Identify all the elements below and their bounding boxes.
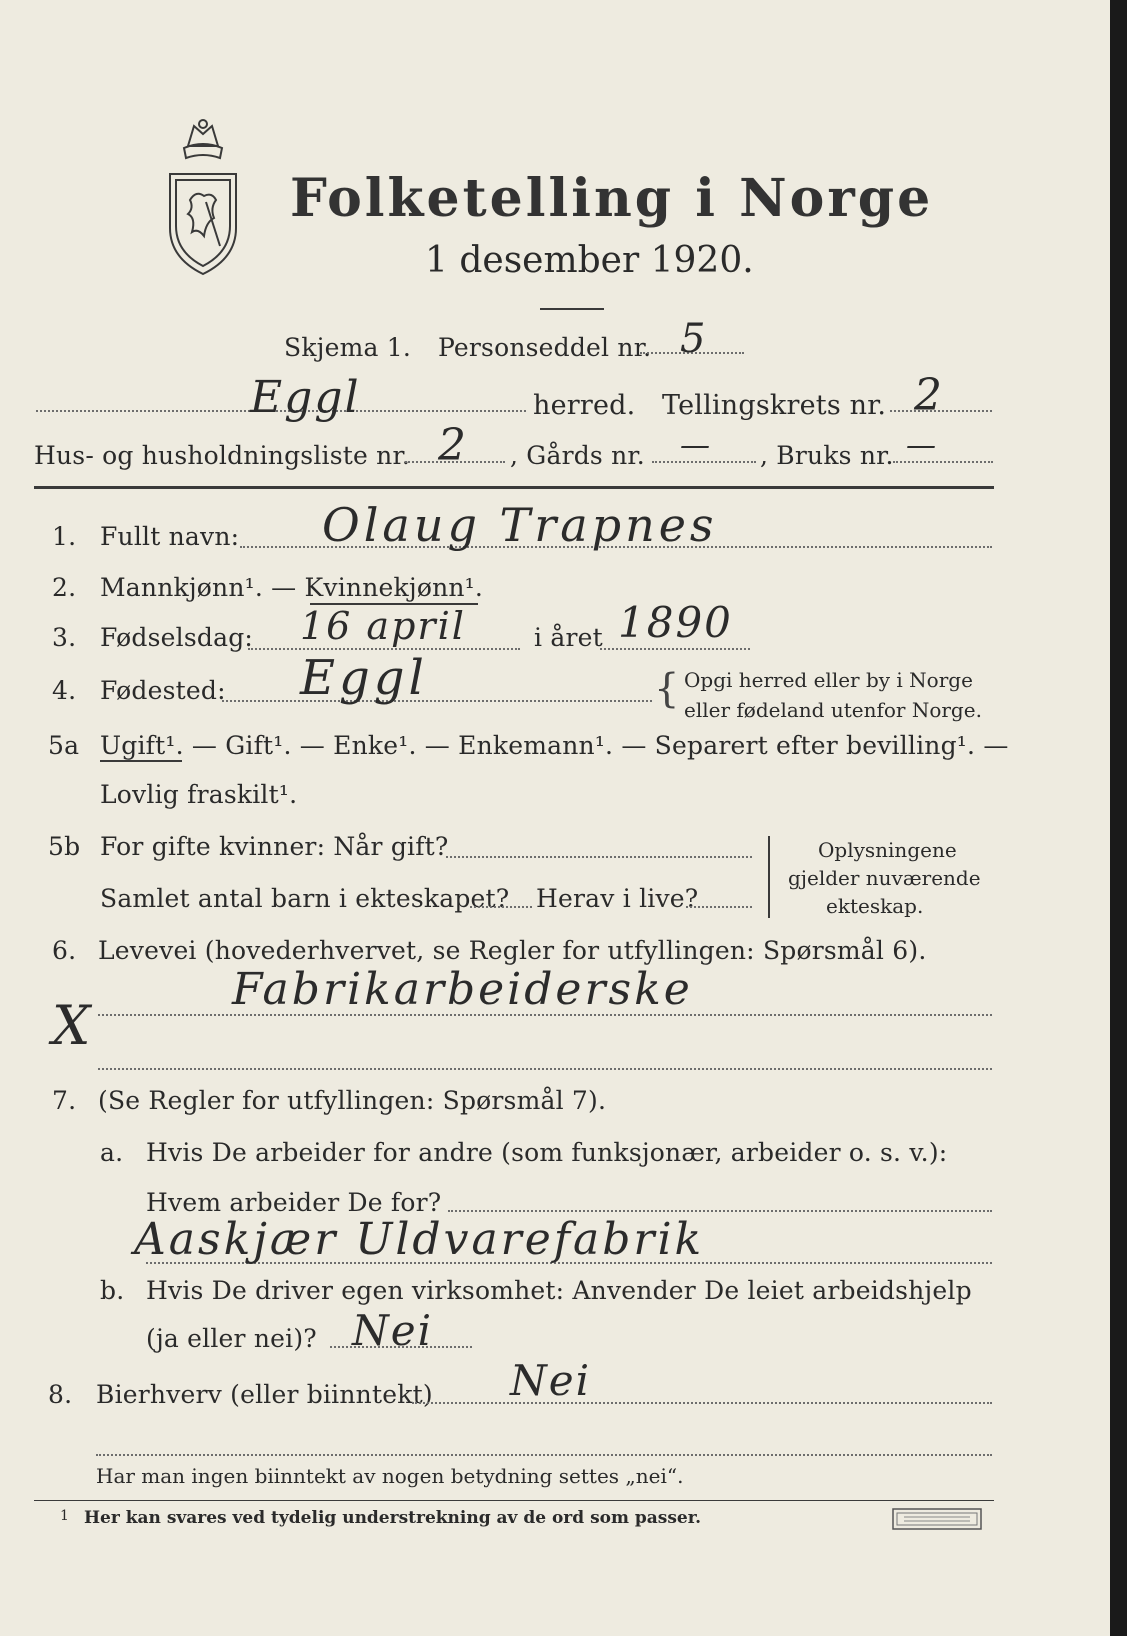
q5b-children-line [470, 906, 532, 908]
footnote-text: Her kan svares ved tydelig understrekning av de ord som passer. [84, 1508, 702, 1528]
footnote-separator [34, 1500, 994, 1501]
q7b-answer: Nei [352, 1306, 434, 1355]
q4-note-brace: { [654, 666, 680, 712]
q2-number: 2. [52, 573, 77, 602]
q6-line2 [98, 1068, 992, 1070]
q7-number: 7. [52, 1086, 77, 1115]
q4-line [222, 700, 652, 702]
q8-line [412, 1402, 992, 1404]
footer-note: Har man ingen biinntekt av nogen betydning settes „nei“. [96, 1464, 684, 1488]
q8-line2 [96, 1454, 992, 1456]
q8-number: 8. [48, 1380, 73, 1409]
q2-gender-options: Mannkjønn¹. — Kvinnekjønn¹. [100, 573, 484, 602]
q3-year-line [600, 648, 750, 650]
q1-full-name: Olaug Trapnes [322, 498, 718, 552]
q5b-number: 5b [48, 832, 81, 861]
q6-label: Levevei (hovederhvervet, se Regler for utfyllingen: Spørsmål 6). [98, 936, 927, 965]
q8-label: Bierhverv (eller biinntekt) [96, 1380, 433, 1409]
q7b-yes-no-label: (ja eller nei)? [146, 1324, 317, 1353]
q1-number: 1. [52, 522, 77, 551]
q7-label: (Se Regler for utfyllingen: Spørsmål 7). [98, 1086, 607, 1115]
q6-number: 6. [52, 936, 77, 965]
q5b-married-when-line [446, 856, 752, 858]
bruks-value: — [906, 428, 938, 463]
gards-label: , Gårds nr. [510, 441, 645, 470]
q5a-marital-options: Ugift¹. — Gift¹. — Enke¹. — Enkemann¹. — Separert efter bevilling¹. — [100, 731, 1009, 760]
norwegian-coat-of-arms-icon [158, 118, 248, 278]
bruks-label: , Bruks nr. [760, 441, 894, 470]
schema-label: Skjema 1. [284, 333, 412, 362]
gards-value: — [680, 428, 712, 463]
q1-label: Fullt navn: [100, 522, 240, 551]
q5a-ugift-underline [100, 760, 182, 762]
q6-occupation: Fabrikarbeiderske [232, 964, 693, 1015]
q7b-letter: b. [100, 1276, 125, 1305]
q5b-note-line3: ekteskap. [826, 894, 924, 918]
q5b-note-bracket [768, 836, 770, 918]
q8-answer: Nei [510, 1356, 592, 1405]
q6-margin-mark: X [52, 994, 93, 1057]
q3-birth-year: 1890 [618, 598, 733, 647]
q5b-alive-label: Herav i live? [536, 884, 699, 913]
tellingskrets-label: Tellingskrets nr. [662, 390, 887, 421]
q4-label: Fødested: [100, 676, 226, 705]
q7a-employer-label: Hvem arbeider De for? [146, 1188, 442, 1217]
q3-birthdate: 16 april [300, 604, 466, 648]
q5a-marital-options-cont: Lovlig fraskilt¹. [100, 780, 298, 809]
census-date: 1 desember 1920. [425, 240, 754, 281]
personseddel-label: Personseddel nr. [438, 333, 652, 362]
q7a-letter: a. [100, 1138, 124, 1167]
q5b-note-line1: Oplysningene [818, 838, 957, 862]
q7a-question: Hvis De arbeider for andre (som funksjonær, arbeider o. s. v.): [146, 1138, 948, 1167]
tellingskrets-value: 2 [914, 370, 944, 421]
personseddel-value: 5 [680, 316, 708, 362]
q5b-married-when-label: For gifte kvinner: Når gift? [100, 832, 449, 861]
q4-note-line2: eller fødeland utenfor Norge. [684, 698, 982, 722]
q5b-note-line2: gjelder nuværende [788, 866, 981, 890]
footnote-mark: 1 [60, 1508, 69, 1524]
herred-value: Eggl [250, 372, 361, 423]
q4-number: 4. [52, 676, 77, 705]
header-separator [34, 486, 994, 489]
printer-stamp-icon [892, 1508, 982, 1530]
hus-value: 2 [438, 420, 468, 471]
q7a-employer: Aaskjær Uldvarefabrik [134, 1214, 705, 1265]
q5b-alive-line [686, 906, 752, 908]
q7a-employer-line1 [448, 1210, 992, 1212]
q3-number: 3. [52, 623, 77, 652]
q4-note-line1: Opgi herred eller by i Norge [684, 668, 973, 692]
q3-label: Fødselsdag: [100, 623, 254, 652]
q4-birthplace: Eggl [300, 650, 428, 706]
q5b-children-label: Samlet antal barn i ekteskapet? [100, 884, 510, 913]
form-title: Folketelling i Norge [290, 168, 934, 229]
hus-label: Hus- og husholdningsliste nr. [34, 441, 411, 470]
title-divider [540, 308, 604, 310]
herred-label: herred. [533, 390, 636, 421]
q3-year-label: i året [534, 623, 603, 652]
q5a-number: 5a [48, 731, 80, 760]
q7b-question: Hvis De driver egen virksomhet: Anvender De leiet arbeidshjelp [146, 1276, 972, 1305]
